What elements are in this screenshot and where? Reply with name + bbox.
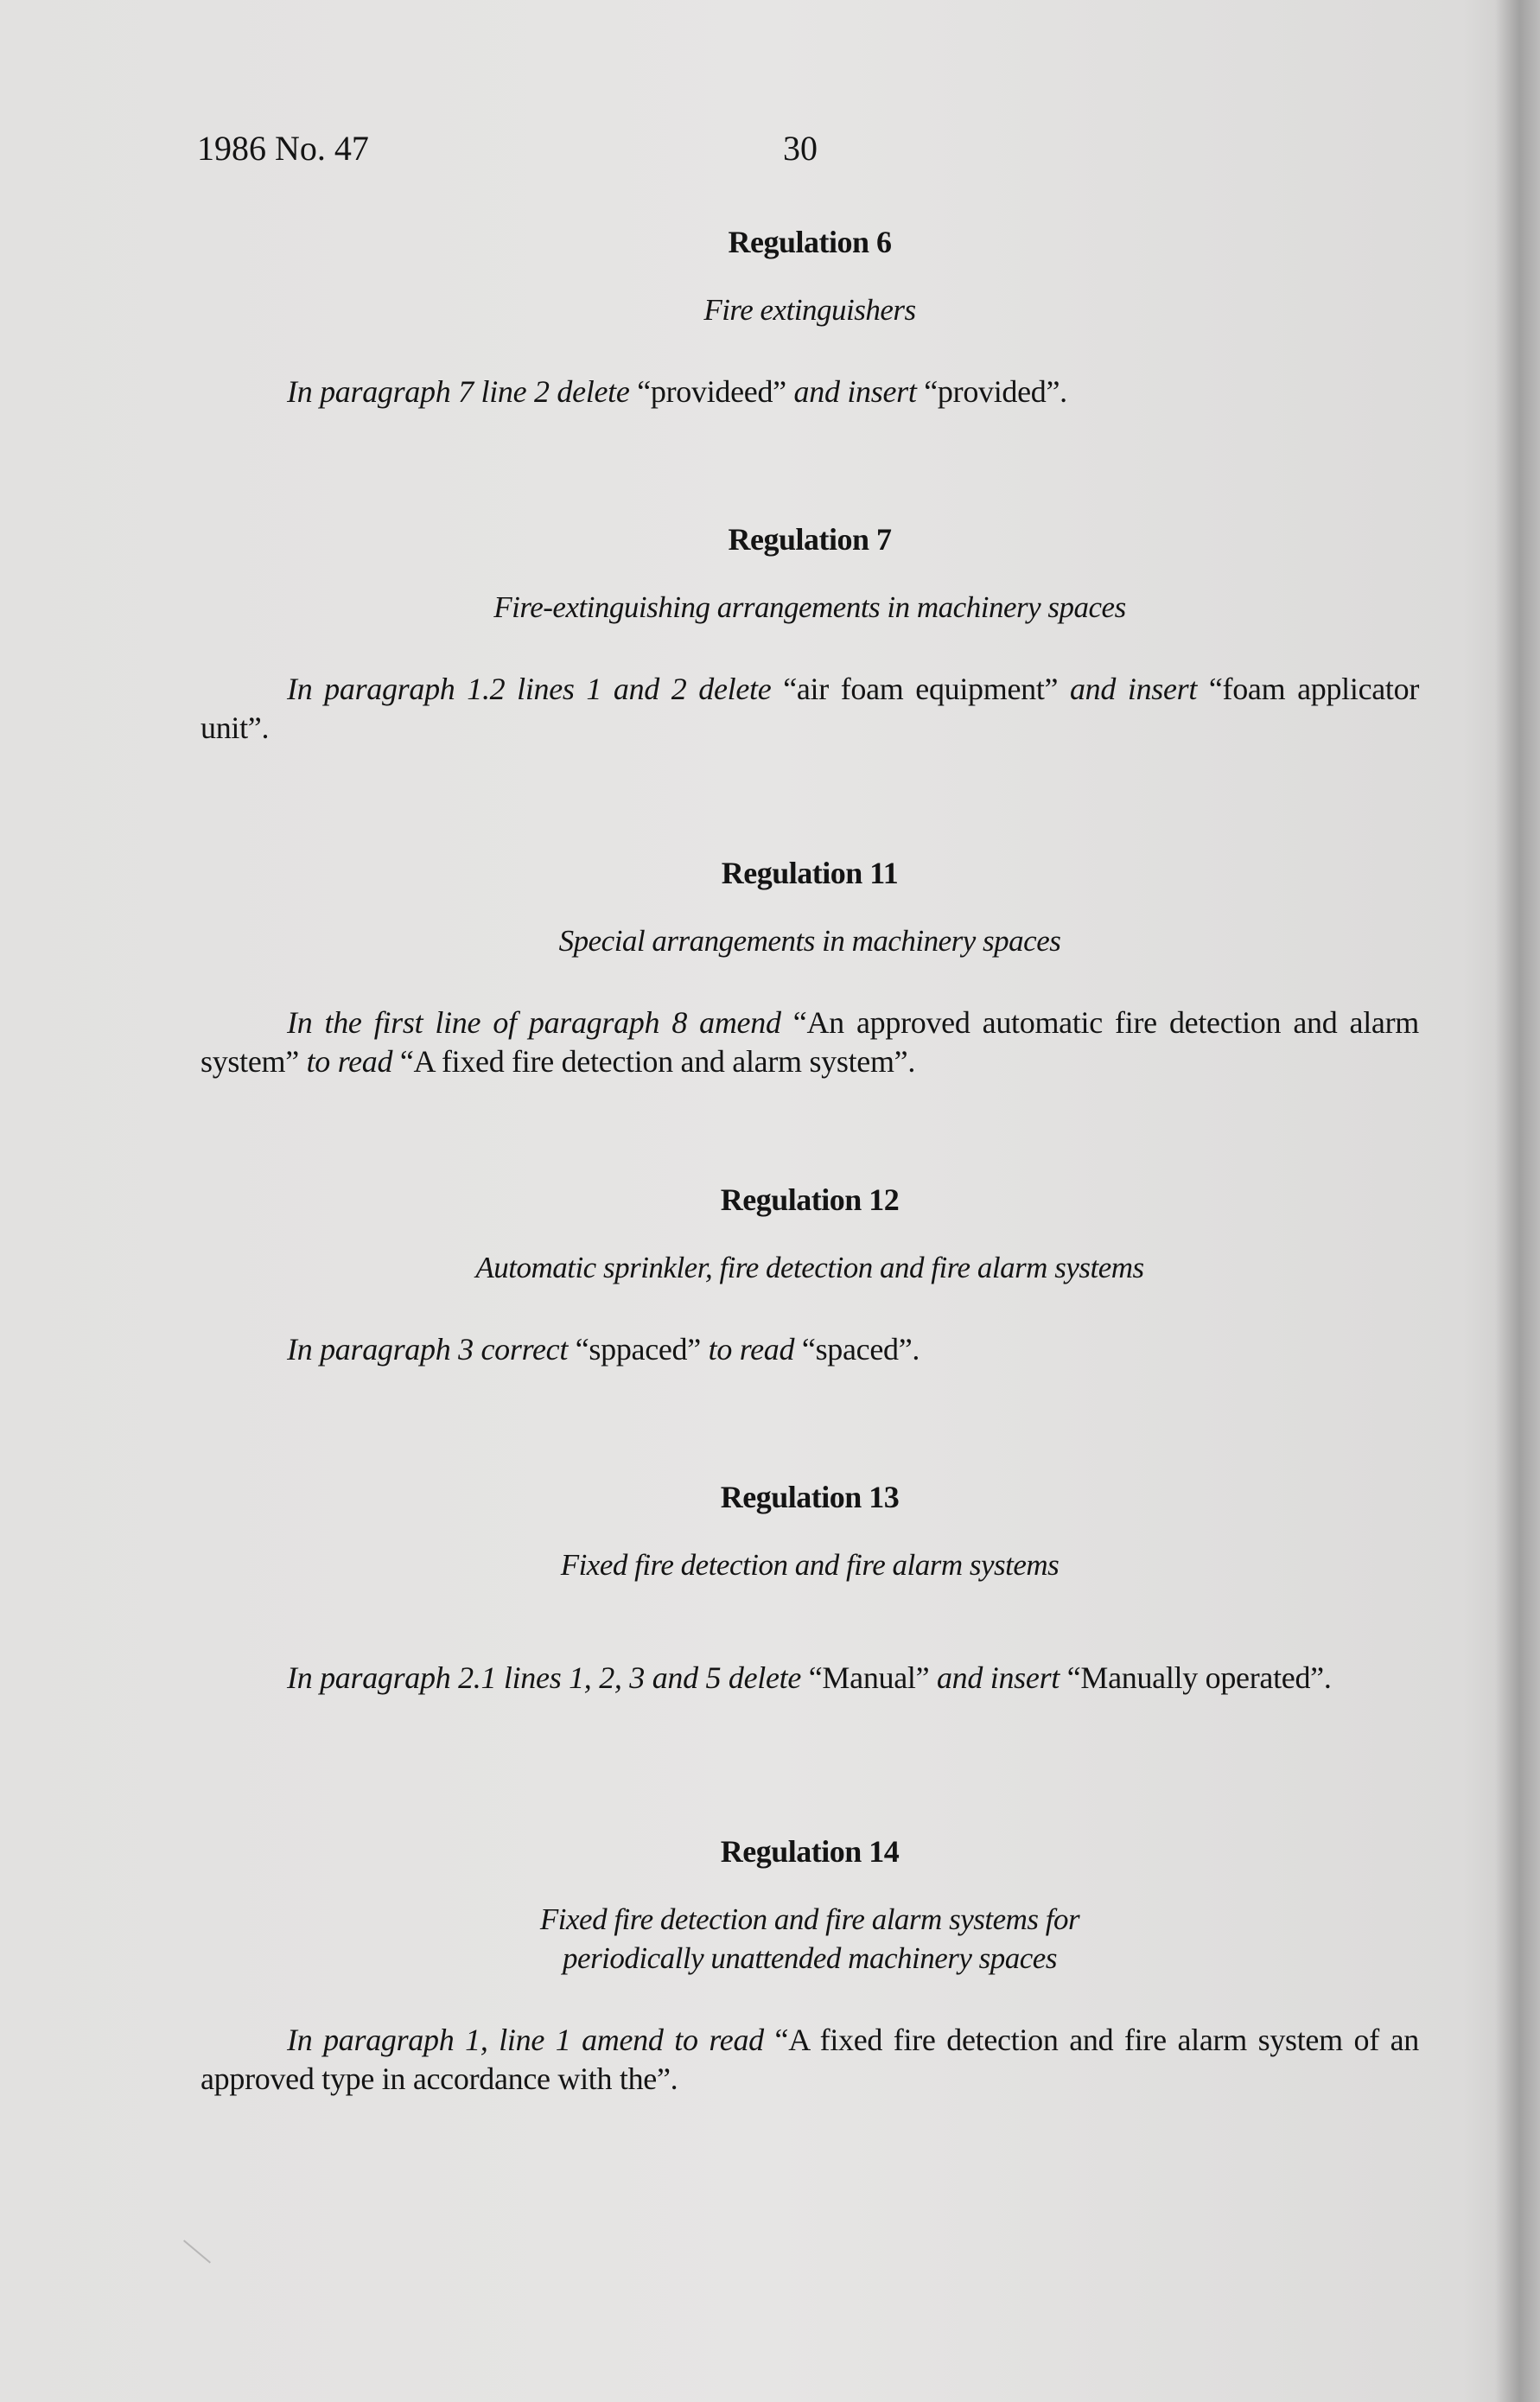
regulation-subtitle: periodically unattended machinery spaces <box>563 1941 1057 1975</box>
regulation-subtitle: Fixed fire detection and fire alarm systems <box>560 1548 1060 1582</box>
regulation-title: Regulation 11 <box>721 856 899 890</box>
binding-shadow <box>1495 0 1540 2402</box>
regulation-title: Regulation 6 <box>728 225 892 259</box>
page-header <box>197 128 1441 171</box>
amendment-quoted-text: “Manual” <box>808 1660 937 1695</box>
regulation-subtitle: Automatic sprinkler, fire detection and fire alarm systems <box>475 1251 1144 1284</box>
amendment-instruction: In paragraph 2.1 lines 1, 2, 3 and 5 delete <box>287 1660 809 1695</box>
regulation-subtitle: Fixed fire detection and fire alarm systems for <box>539 1902 1080 1936</box>
regulation-block <box>200 1181 1419 1369</box>
amendment-text <box>200 373 1419 411</box>
amendment-instruction: and insert <box>936 1660 1067 1695</box>
amendment-instruction: In the first line of paragraph 8 amend <box>287 1005 793 1040</box>
regulation-block <box>200 1478 1419 1698</box>
amendment-quoted-text: “A fixed fire detection and fire alarm system of an approved type in accordance with the”. <box>200 2023 1419 2096</box>
amendment-instruction: In paragraph 1.2 lines 1 and 2 delete <box>287 672 784 706</box>
regulation-block <box>200 1832 1419 2099</box>
amendment-text <box>200 2021 1419 2099</box>
amendment-quoted-text: “A fixed fire detection and alarm system”. <box>399 1044 916 1079</box>
regulation-subtitle: Special arrangements in machinery spaces <box>558 924 1061 958</box>
statute-number: 1986 No. 47 <box>197 129 369 168</box>
amendment-text <box>200 670 1419 748</box>
amendment-instruction: In paragraph 3 correct <box>287 1332 576 1367</box>
amendment-quoted-text: “air foam equipment” <box>783 672 1070 706</box>
regulation-subtitle: Fire extinguishers <box>703 293 916 327</box>
regulation-subtitle: Fire-extinguishing arrangements in machinery spaces <box>493 590 1126 624</box>
regulation-block <box>200 854 1419 1081</box>
amendment-text <box>200 1003 1419 1081</box>
amendment-text <box>200 1659 1419 1698</box>
regulation-title: Regulation 7 <box>728 522 892 557</box>
amendment-instruction: to read <box>708 1332 802 1367</box>
scan-mark <box>183 2240 211 2263</box>
amendment-instruction: In paragraph 1, line 1 amend to read <box>287 2023 775 2057</box>
amendment-instruction: to read <box>306 1044 400 1079</box>
amendment-quoted-text: “An approved automatic fire detection and alarm system” <box>200 1005 1419 1079</box>
regulation-title: Regulation 14 <box>720 1834 900 1869</box>
amendment-quoted-text: “Manually operated”. <box>1066 1660 1332 1695</box>
amendment-instruction: and insert <box>1069 672 1209 706</box>
amendment-quoted-text: “provided”. <box>924 374 1067 409</box>
amendment-text <box>200 1330 1419 1369</box>
regulation-block <box>200 223 1419 411</box>
page-number: 30 <box>783 129 818 168</box>
amendment-quoted-text: “spaced”. <box>801 1332 920 1367</box>
regulation-title: Regulation 13 <box>720 1480 900 1514</box>
amendment-quoted-text: “provideed” <box>637 374 794 409</box>
amendment-quoted-text: “foam applicator unit”. <box>200 672 1420 745</box>
regulation-title: Regulation 12 <box>720 1182 900 1217</box>
amendment-instruction: In paragraph 7 line 2 delete <box>287 374 638 409</box>
amendment-quoted-text: “sppaced” <box>575 1332 709 1367</box>
amendment-instruction: and insert <box>793 374 925 409</box>
regulation-block <box>200 520 1419 748</box>
